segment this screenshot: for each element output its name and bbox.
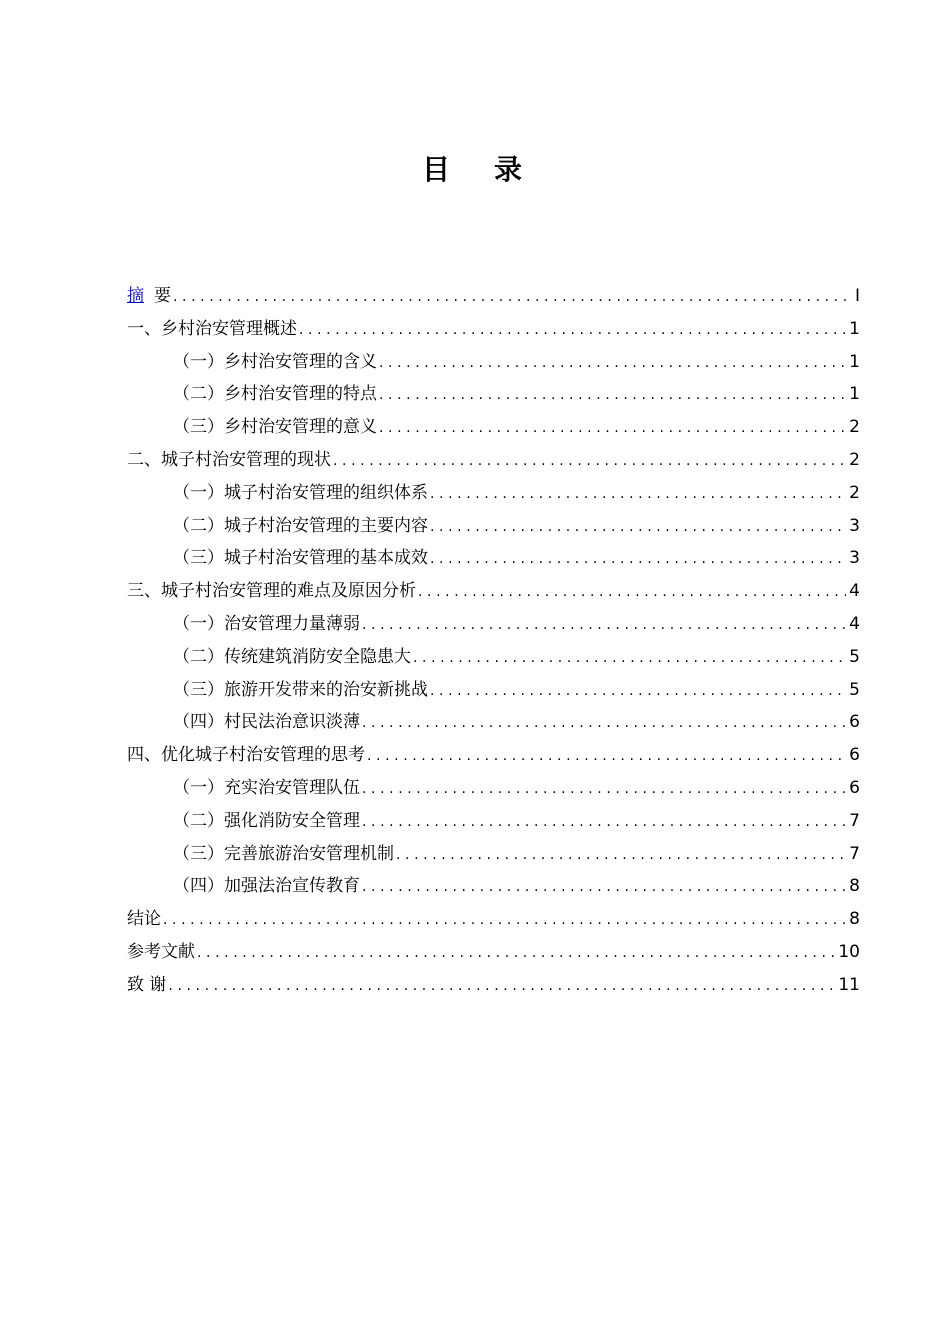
toc-page-number: 1 <box>849 384 860 405</box>
toc-page-number: 1 <box>849 351 860 372</box>
toc-entry[interactable] <box>127 542 860 575</box>
toc-entry[interactable] <box>127 969 860 1002</box>
toc-entry-label: （三）乡村治安管理的意义 <box>173 417 377 438</box>
toc-entry[interactable] <box>127 313 860 346</box>
toc-page-number: 1 <box>849 318 860 339</box>
dot-leader <box>362 707 846 740</box>
toc-entry[interactable] <box>127 346 860 379</box>
dot-leader <box>430 478 846 511</box>
toc-entry-label: （二）乡村治安管理的特点 <box>173 384 377 405</box>
toc-entry[interactable] <box>127 608 860 641</box>
toc-page-number: 8 <box>849 876 860 897</box>
toc-page-number: 6 <box>849 745 860 766</box>
toc-entry[interactable] <box>127 805 860 838</box>
dot-leader <box>379 379 846 412</box>
toc-entry-label: （三）完善旅游治安管理机制 <box>173 843 394 864</box>
dot-leader <box>333 445 846 478</box>
dot-leader <box>430 511 846 544</box>
toc-page-number: 6 <box>849 712 860 733</box>
toc-page-number: 3 <box>849 548 860 569</box>
toc-entry[interactable] <box>127 411 860 444</box>
toc-entry[interactable] <box>127 674 860 707</box>
toc-entry[interactable] <box>127 641 860 674</box>
toc-entry-label: 四、优化城子村治安管理的思考 <box>127 745 365 766</box>
toc-page-number: 4 <box>849 613 860 634</box>
toc-page-number: 4 <box>849 581 860 602</box>
toc-page-number: 2 <box>849 449 860 470</box>
toc-entry-label: （三）城子村治安管理的基本成效 <box>173 548 428 569</box>
toc-entry-label: （三）旅游开发带来的治安新挑战 <box>173 679 428 700</box>
toc-entry-label: 致 谢 <box>127 974 167 995</box>
toc-page-number: I <box>854 286 860 306</box>
toc-entry-label: 三、城子村治安管理的难点及原因分析 <box>127 581 416 602</box>
toc-page-number: 2 <box>849 417 860 438</box>
toc-entry-label: 结论 <box>127 909 161 930</box>
toc-entry[interactable] <box>127 378 860 411</box>
toc-entry[interactable] <box>127 903 860 936</box>
toc-page-number: 5 <box>849 646 860 667</box>
toc-entry-label: （一）城子村治安管理的组织体系 <box>173 482 428 503</box>
table-of-contents <box>127 280 860 1002</box>
toc-entry[interactable] <box>127 838 860 871</box>
toc-entry[interactable] <box>127 739 860 772</box>
toc-entry-label: （四）加强法治宣传教育 <box>173 876 360 897</box>
toc-entry[interactable] <box>127 575 860 608</box>
toc-abstract-link[interactable]: 摘 <box>127 286 144 306</box>
toc-entry[interactable] <box>127 510 860 543</box>
dot-leader <box>379 412 846 445</box>
toc-entry[interactable] <box>127 477 860 510</box>
toc-page-number: 8 <box>849 909 860 930</box>
toc-page-number: 7 <box>849 810 860 831</box>
toc-entry[interactable] <box>127 444 860 477</box>
toc-entry-label: 二、城子村治安管理的现状 <box>127 449 331 470</box>
toc-entry-label: （一）乡村治安管理的含义 <box>173 351 377 372</box>
dot-leader <box>362 773 846 806</box>
toc-entry-abstract[interactable] <box>127 280 860 313</box>
toc-entry-label: （一）治安管理力量薄弱 <box>173 613 360 634</box>
toc-entry[interactable] <box>127 772 860 805</box>
dot-leader <box>413 642 846 675</box>
toc-page-number: 6 <box>849 777 860 798</box>
dot-leader <box>430 543 846 576</box>
dot-leader <box>430 675 846 708</box>
toc-entry-label: （二）传统建筑消防安全隐患大 <box>173 646 411 667</box>
dot-leader <box>299 314 846 347</box>
toc-entry-label: （四）村民法治意识淡薄 <box>173 712 360 733</box>
toc-page-number: 10 <box>838 941 860 962</box>
toc-page-number: 2 <box>849 482 860 503</box>
dot-leader <box>197 937 835 970</box>
toc-entry-label: 一、乡村治安管理概述 <box>127 318 297 339</box>
toc-entry[interactable] <box>127 870 860 903</box>
dot-leader <box>396 839 846 872</box>
toc-entry-label: （一）充实治安管理队伍 <box>173 777 360 798</box>
dot-leader <box>367 740 846 773</box>
toc-entry-label: （二）强化消防安全管理 <box>173 810 360 831</box>
dot-leader <box>362 871 846 904</box>
toc-entry[interactable] <box>127 936 860 969</box>
toc-entry-label: （二）城子村治安管理的主要内容 <box>173 515 428 536</box>
dot-leader <box>168 970 835 1003</box>
dot-leader <box>362 806 846 839</box>
toc-page-number: 7 <box>849 843 860 864</box>
dot-leader <box>379 347 846 380</box>
dot-leader <box>163 904 846 937</box>
toc-page-number: 3 <box>849 515 860 536</box>
dot-leader <box>418 576 846 609</box>
toc-entry-label: 参考文献 <box>127 941 195 962</box>
toc-abstract-label: 要 <box>154 286 171 306</box>
toc-title: 目录 <box>421 153 566 186</box>
toc-entry[interactable] <box>127 706 860 739</box>
toc-page-number: 5 <box>849 679 860 700</box>
dot-leader <box>362 609 846 642</box>
dot-leader <box>173 281 852 314</box>
toc-page-number: 11 <box>838 974 860 995</box>
